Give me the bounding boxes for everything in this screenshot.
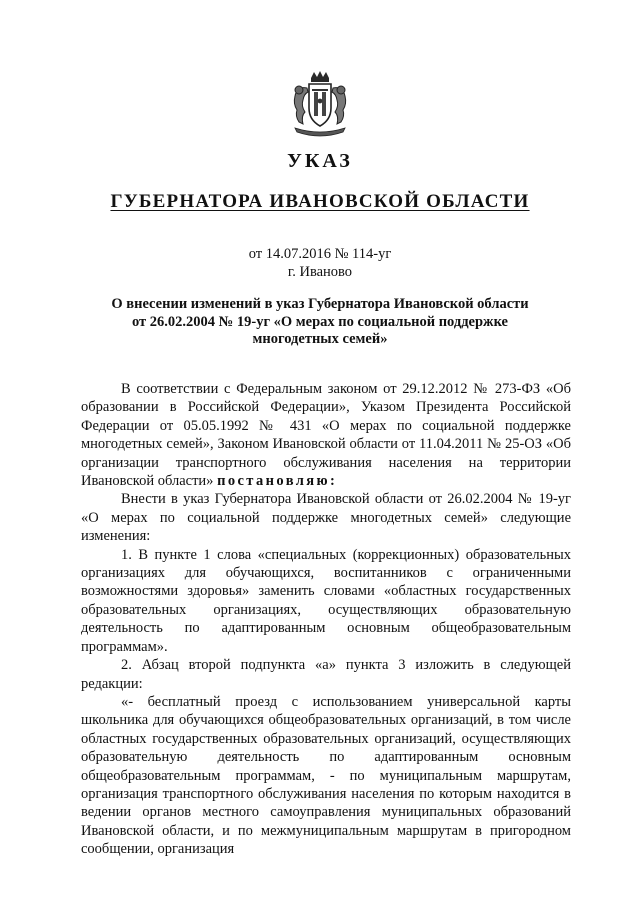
document-city: г. Иваново (287, 264, 353, 280)
heading-line: многодетных семей» (252, 331, 388, 347)
preamble-text: В соответствии с Федеральным законом от 29.12.2012 № 273-ФЗ «Об образовании в Российской Федерации», Указом Президента Российской Федерации от 05.05.1992 № 431 «О мерах по социальной поддержке многодетных семей», Законом Ивановской области от 11.04.2011 № 25-ОЗ «Об организации транспортного обслуживания населения на территории Ивановской области» (81, 381, 571, 490)
heading-line: О внесении изменений в указ Губернатора Ивановской области (111, 296, 529, 312)
item-2-paragraph: 2. Абзац второй подпункта «а» пункта 3 изложить в следующей редакции: (81, 657, 571, 692)
coat-of-arms-icon (287, 70, 353, 138)
quoted-paragraph: «- бесплатный проезд с использованием универсальной карты школьника для обучающихся общеобразовательных организаций, в том числе областных государственных образовательных организаций, осуществляющих образовательную деятельность по адаптированным основным общеобразовательным программам, - по муниципальным маршрутам, организация транспортного обслуживания населения по которым находится в ведении органов местного самоуправления муниципальных образований Ивановской области, и по межмуниципальным маршрутам в пригородном сообщении, организация (81, 693, 571, 858)
intro-paragraph: Внести в указ Губернатора Ивановской области от 26.02.2004 № 19-уг «О мерах по социальной поддержке многодетных семей» следующие изменения: (81, 491, 571, 545)
decree-word: постановляю: (217, 473, 338, 490)
preamble-paragraph (81, 380, 571, 490)
document-body (81, 380, 571, 859)
document-title: УКАЗ (287, 150, 353, 172)
document-issuer: ГУБЕРНАТОРА ИВАНОВСКОЙ ОБЛАСТИ (110, 191, 530, 212)
document-date: от 14.07.2016 № 114-уг (248, 246, 392, 262)
heading-line: от 26.02.2004 № 19-уг «О мерах по социальной поддержке (131, 313, 508, 330)
item-1-paragraph: 1. В пункте 1 слова «специальных (коррекционных) образовательных организациях для обучающихся, воспитанников с ограниченными возможностями здоровья» заменить словами «областных государственных образовательных организациях, осуществляющих образовательную деятельность по адаптированным основным общеобразовательным программам». (81, 546, 571, 655)
document-heading (80, 296, 560, 349)
